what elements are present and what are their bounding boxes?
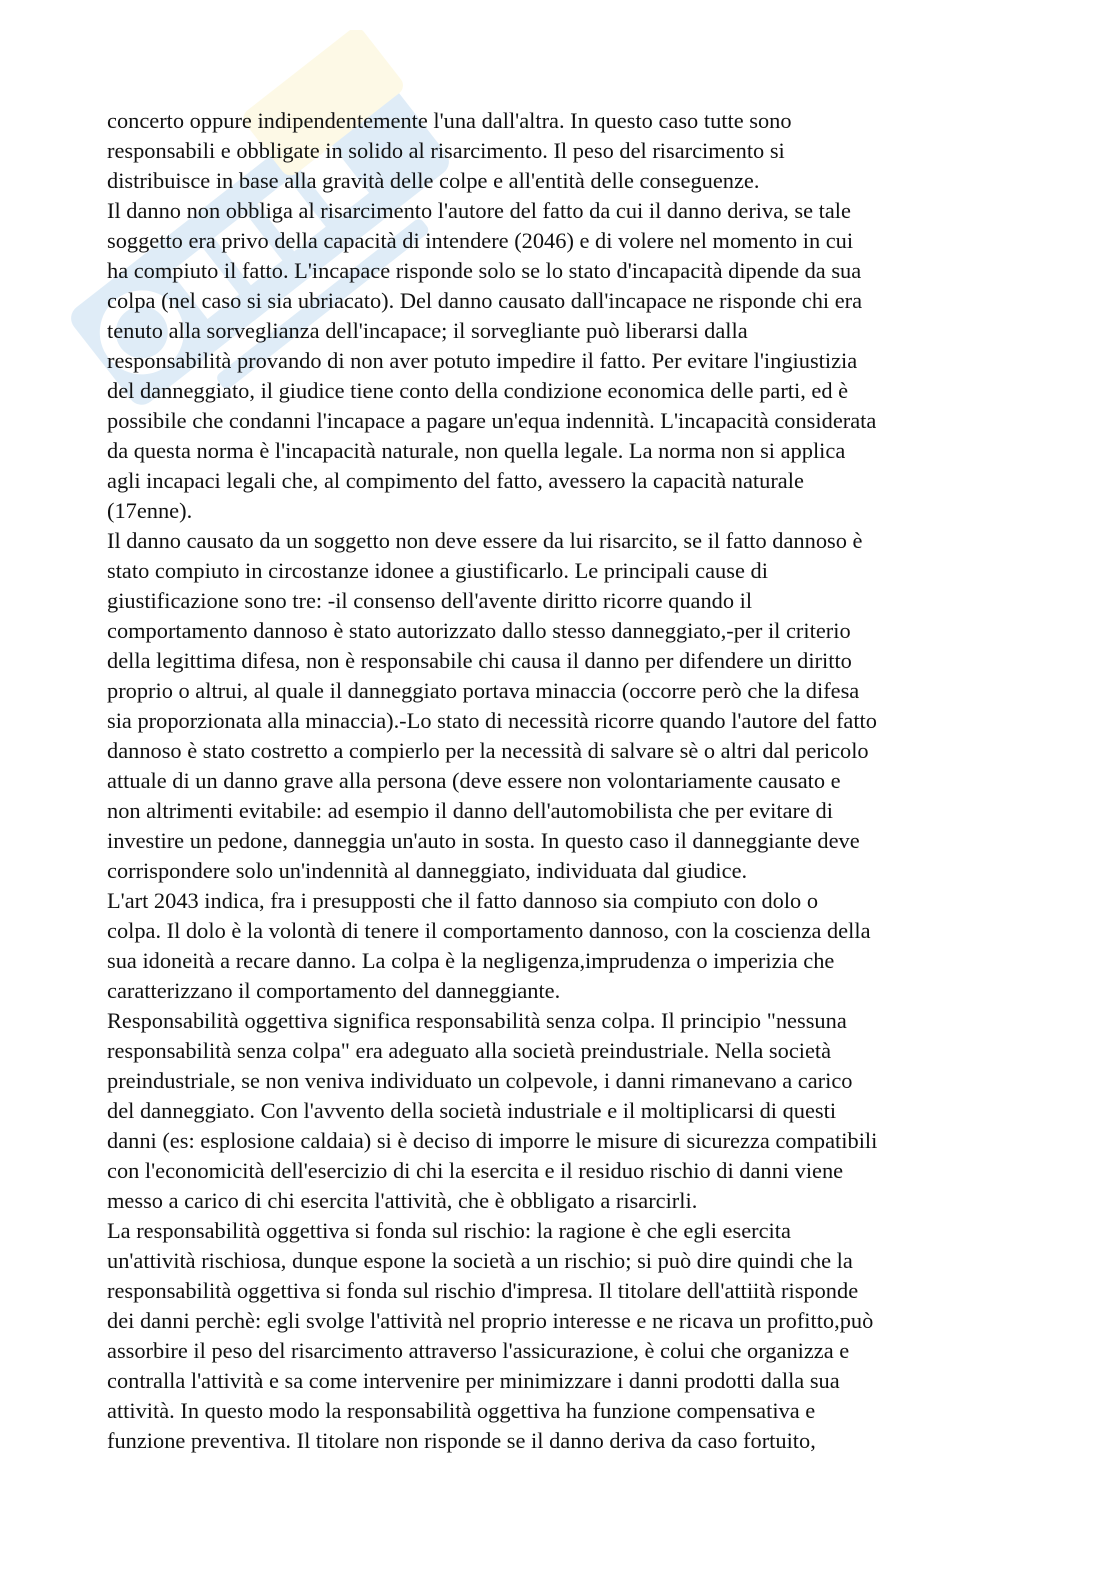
- text-line: contralla l'attività e sa come intervenire per minimizzare i danni prodotti dalla sua: [107, 1368, 840, 1393]
- text-line: investire un pedone, danneggia un'auto in sosta. In questo caso il danneggiante deve: [107, 828, 860, 853]
- text-line: responsabilità senza colpa" era adeguato alla società preindustriale. Nella società: [107, 1038, 832, 1063]
- text-line: sia proporzionata alla minaccia).-Lo stato di necessità ricorre quando l'autore del fatto: [107, 708, 877, 733]
- text-line: (17enne).: [107, 498, 193, 523]
- text-line: attuale di un danno grave alla persona (deve essere non volontariamente causato e: [107, 768, 841, 793]
- text-line: colpa. Il dolo è la volontà di tenere il comportamento dannoso, con la coscienza della: [107, 918, 871, 943]
- text-line: del danneggiato. Con l'avvento della società industriale e il moltiplicarsi di questi: [107, 1098, 837, 1123]
- text-line: ha compiuto il fatto. L'incapace risponde solo se lo stato d'incapacità dipende da sua: [107, 258, 862, 283]
- text-line: assorbire il peso del risarcimento attraverso l'assicurazione, è colui che organizza e: [107, 1338, 850, 1363]
- text-line: agli incapaci legali che, al compimento del fatto, avessero la capacità naturale: [107, 468, 804, 493]
- text-line: La responsabilità oggettiva si fonda sul rischio: la ragione è che egli esercita: [107, 1218, 791, 1243]
- text-line: sua idoneità a recare danno. La colpa è la negligenza,imprudenza o imperizia che: [107, 948, 835, 973]
- text-line: concerto oppure indipendentemente l'una dall'altra. In questo caso tutte sono: [107, 108, 792, 133]
- text-line: Responsabilità oggettiva significa responsabilità senza colpa. Il principio "nessuna: [107, 1008, 847, 1033]
- text-line: soggetto era privo della capacità di intendere (2046) e di volere nel momento in cui: [107, 228, 854, 253]
- text-line: Il danno non obbliga al risarcimento l'autore del fatto da cui il danno deriva, se tale: [107, 198, 851, 223]
- text-line: preindustriale, se non veniva individuato un colpevole, i danni rimanevano a carico: [107, 1068, 853, 1093]
- text-line: giustificazione sono tre: -il consenso dell'avente diritto ricorre quando il: [107, 588, 753, 613]
- text-line: distribuisce in base alla gravità delle colpe e all'entità delle conseguenze.: [107, 168, 760, 193]
- text-line: funzione preventiva. Il titolare non risponde se il danno deriva da caso fortuito,: [107, 1428, 816, 1453]
- text-line: con l'economicità dell'esercizio di chi la esercita e il residuo rischio di danni viene: [107, 1158, 844, 1183]
- text-line: L'art 2043 indica, fra i presupposti che il fatto dannoso sia compiuto con dolo o: [107, 888, 819, 913]
- text-line: responsabili e obbligate in solido al risarcimento. Il peso del risarcimento si: [107, 138, 785, 163]
- text-line: del danneggiato, il giudice tiene conto della condizione economica delle parti, ed è: [107, 378, 849, 403]
- text-line: dannoso è stato costretto a compierlo per la necessità di salvare sè o altri dal pericolo: [107, 738, 869, 763]
- text-line: colpa (nel caso si sia ubriacato). Del danno causato dall'incapace ne risponde chi era: [107, 288, 863, 313]
- text-line: responsabilità oggettiva si fonda sul rischio d'impresa. Il titolare dell'attiità risponde: [107, 1278, 859, 1303]
- text-line: stato compiuto in circostanze idonee a giustificarlo. Le principali cause di: [107, 558, 768, 583]
- text-line: responsabilità provando di non aver potuto impedire il fatto. Per evitare l'ingiustizia: [107, 348, 858, 373]
- text-line: un'attività rischiosa, dunque espone la società a un rischio; si può dire quindi che la: [107, 1248, 853, 1273]
- text-line: dei danni perchè: egli svolge l'attività nel proprio interesse e ne ricava un profitto,può: [107, 1308, 874, 1333]
- document-page: [107, 106, 1017, 1456]
- text-line: corrispondere solo un'indennità al danneggiato, individuata dal giudice.: [107, 858, 748, 883]
- text-line: non altrimenti evitabile: ad esempio il danno dell'automobilista che per evitare di: [107, 798, 833, 823]
- text-line: caratterizzano il comportamento del danneggiante.: [107, 978, 561, 1003]
- text-line: messo a carico di chi esercita l'attività, che è obbligato a risarcirli.: [107, 1188, 698, 1213]
- text-line: tenuto alla sorveglianza dell'incapace; il sorvegliante può liberarsi dalla: [107, 318, 748, 343]
- text-line: possibile che condanni l'incapace a pagare un'equa indennità. L'incapacità considerata: [107, 408, 877, 433]
- text-line: danni (es: esplosione caldaia) si è deciso di imporre le misure di sicurezza compatibili: [107, 1128, 878, 1153]
- text-line: proprio o altrui, al quale il danneggiato portava minaccia (occorre però che la difesa: [107, 678, 860, 703]
- text-line: comportamento dannoso è stato autorizzato dallo stesso danneggiato,-per il criterio: [107, 618, 851, 643]
- text-line: da questa norma è l'incapacità naturale, non quella legale. La norma non si applica: [107, 438, 846, 463]
- text-line: attività. In questo modo la responsabilità oggettiva ha funzione compensativa e: [107, 1398, 816, 1423]
- text-line: Il danno causato da un soggetto non deve essere da lui risarcito, se il fatto dannoso è: [107, 528, 863, 553]
- text-line: della legittima difesa, non è responsabile chi causa il danno per difendere un diritto: [107, 648, 852, 673]
